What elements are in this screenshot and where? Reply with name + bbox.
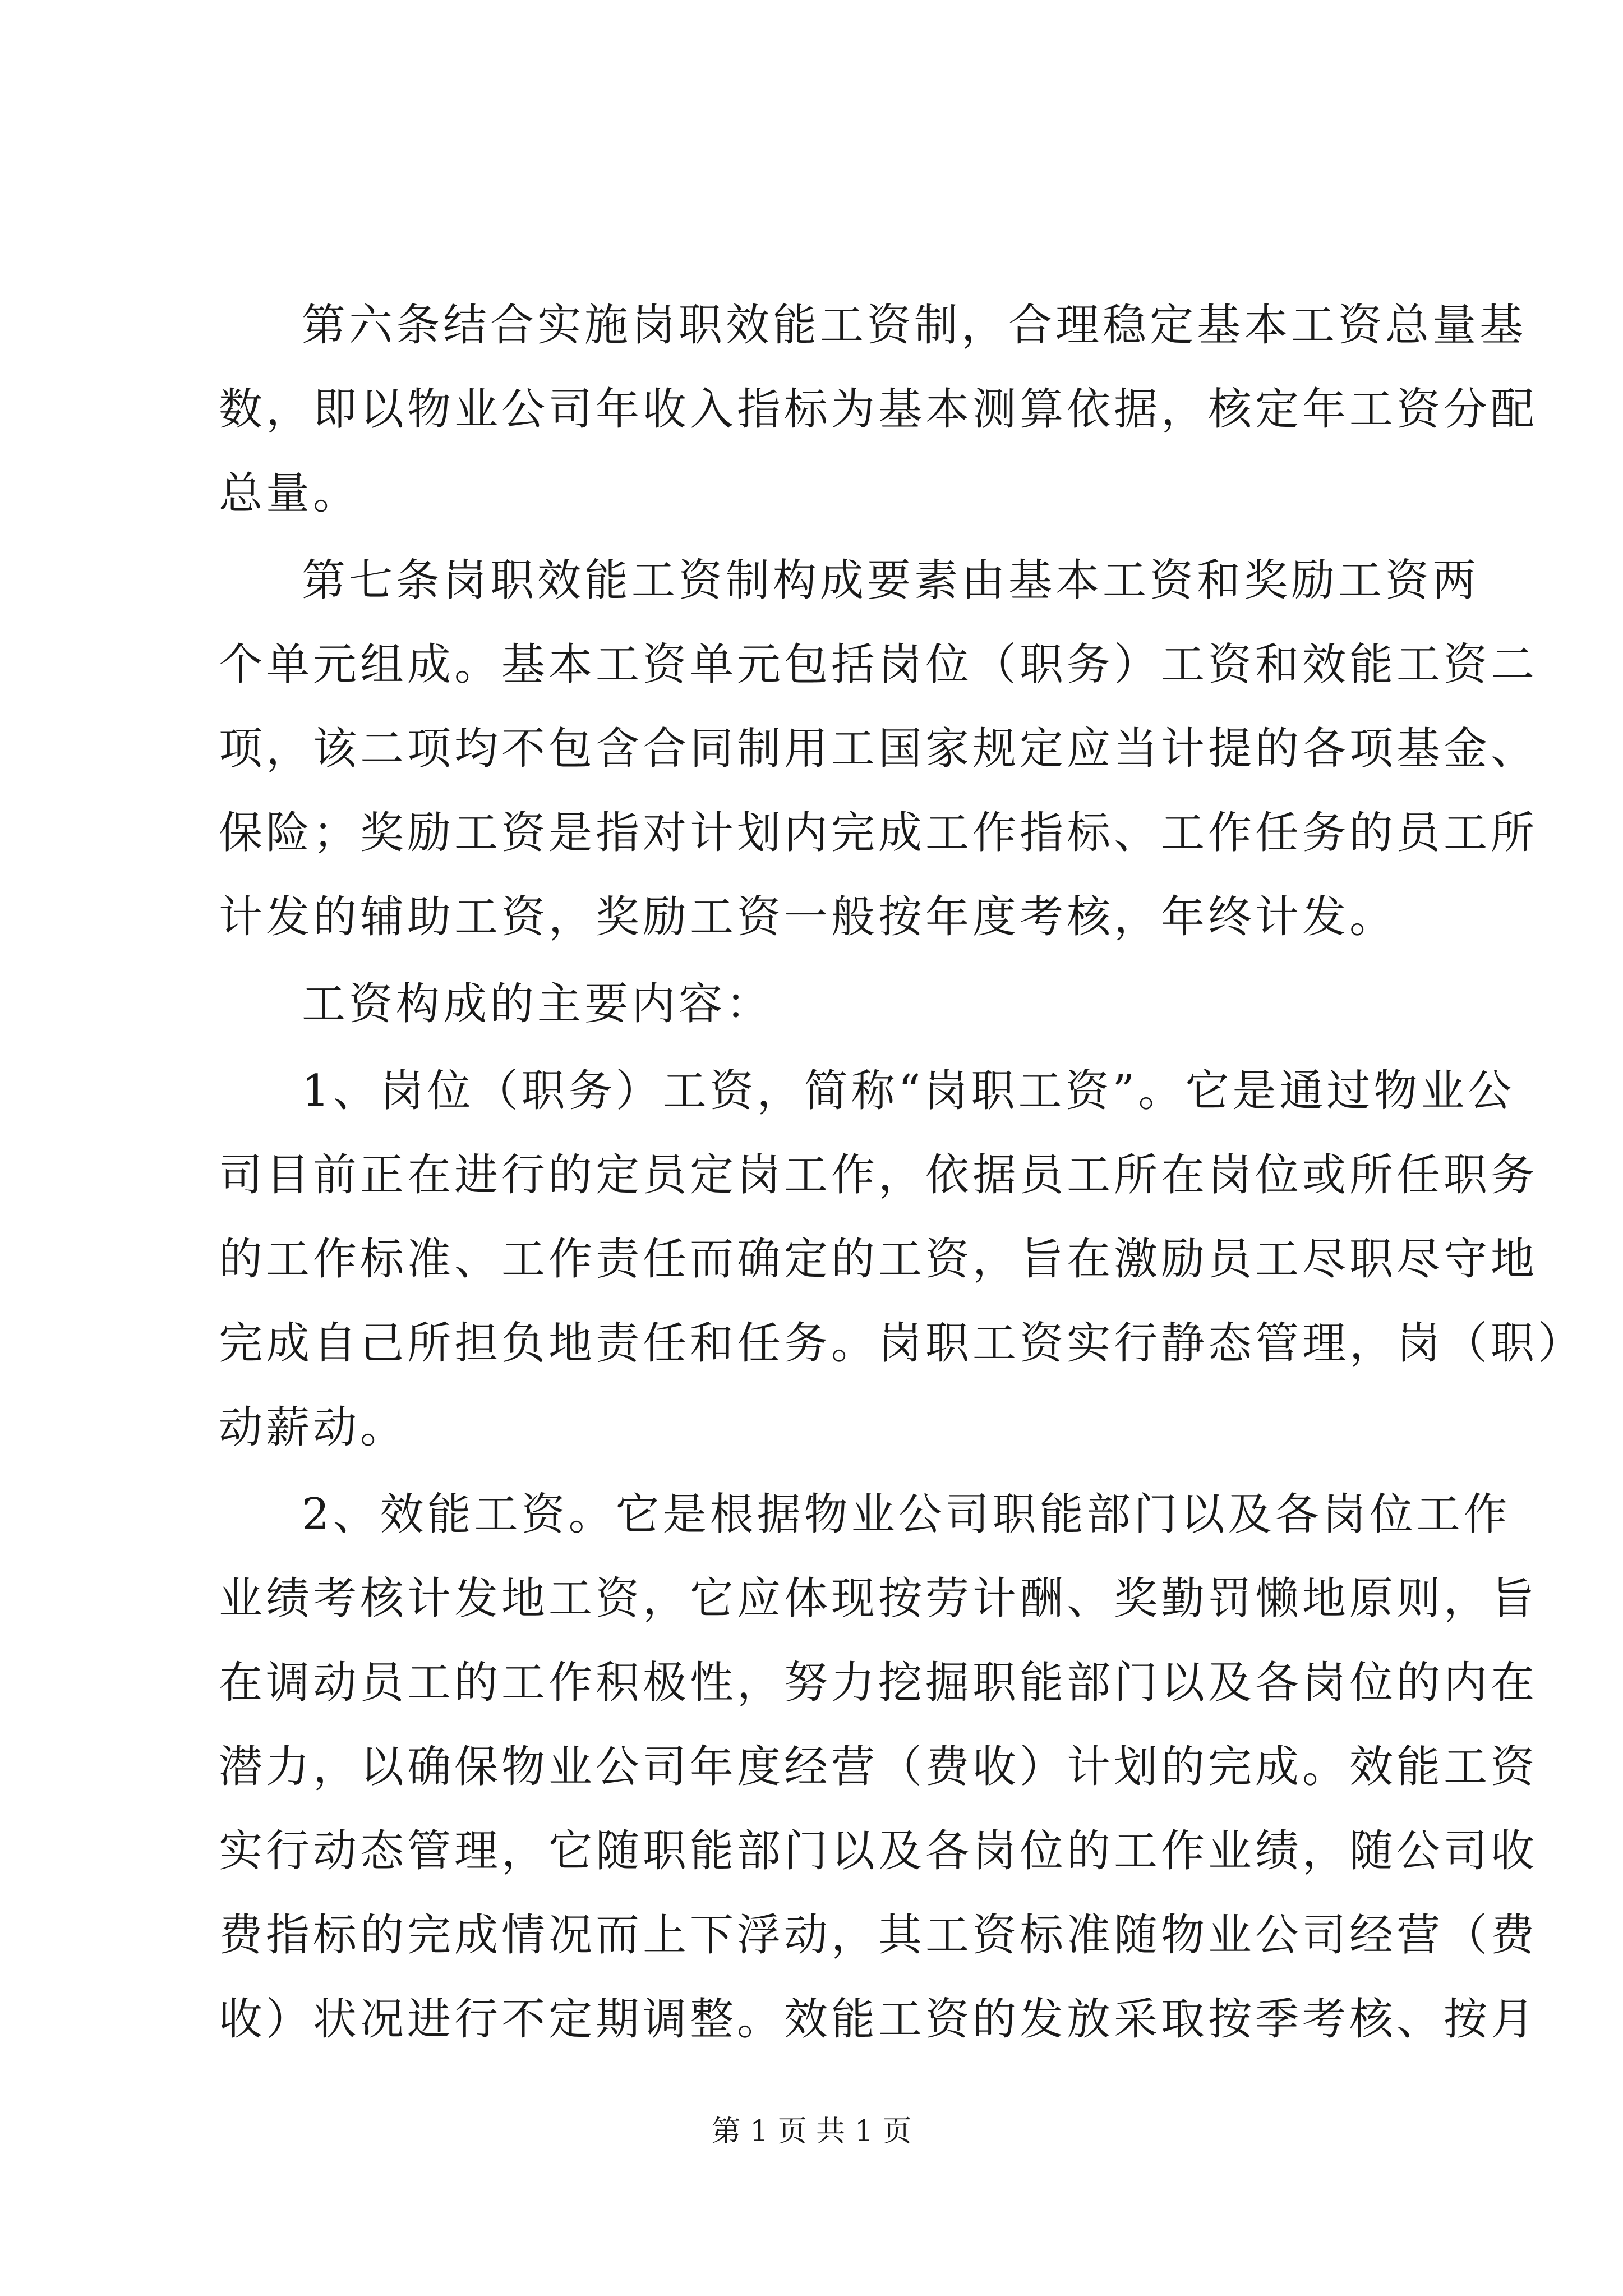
text-line: 第七条岗职效能工资制构成要素由基本工资和奖励工资两 — [302, 555, 1480, 606]
text-line: 2、效能工资。它是根据物业公司职能部门以及各岗位工作 — [302, 1489, 1511, 1540]
text-line: 收）状况进行不定期调整。效能工资的发放采取按季考核、按月 — [219, 1994, 1538, 2045]
text-line: 司目前正在进行的定员定岗工作，依据员工所在岗位或所任职务 — [219, 1150, 1538, 1200]
text-line: 个单元组成。基本工资单元包括岗位（职务）工资和效能工资二 — [219, 639, 1538, 690]
text-line: 的工作标准、工作责任而确定的工资，旨在激励员工尽职尽守地 — [219, 1234, 1538, 1285]
text-line: 保险；奖励工资是指对计划内完成工作指标、工作任务的员工所 — [219, 808, 1538, 858]
text-line: 动薪动。 — [219, 1402, 408, 1453]
text-line: 潜力，以确保物业公司年度经营（费收）计划的完成。效能工资 — [219, 1742, 1538, 1792]
text-line: 第六条结合实施岗职效能工资制，合理稳定基本工资总量基 — [302, 300, 1527, 351]
page-number-footer: 第 1 页 共 1 页 — [711, 2115, 912, 2148]
text-line: 业绩考核计发地工资，它应体现按劳计酬、奖勤罚懒地原则，旨 — [219, 1573, 1538, 1624]
text-line: 项，该二项均不包含合同制用工国家规定应当计提的各项基金、 — [219, 724, 1538, 774]
text-line: 工资构成的主要内容： — [302, 979, 773, 1029]
text-line: 在调动员工的工作积极性，努力挖掘职能部门以及各岗位的内在 — [219, 1658, 1538, 1708]
text-line: 总量。 — [219, 468, 361, 519]
text-line: 1、岗位（职务）工资，简称“岗职工资”。它是通过物业公 — [302, 1066, 1515, 1116]
text-line: 完成自己所担负地责任和任务。岗职工资实行静态管理，岗（职） — [219, 1318, 1585, 1369]
text-line: 实行动态管理，它随职能部门以及各岗位的工作业绩，随公司收 — [219, 1826, 1538, 1876]
text-line: 数，即以物业公司年收入指标为基本测算依据，核定年工资分配 — [219, 384, 1538, 435]
text-line: 计发的辅助工资，奖励工资一般按年度考核，年终计发。 — [219, 892, 1397, 942]
text-line: 费指标的完成情况而上下浮动，其工资标准随物业公司经营（费 — [219, 1910, 1538, 1961]
